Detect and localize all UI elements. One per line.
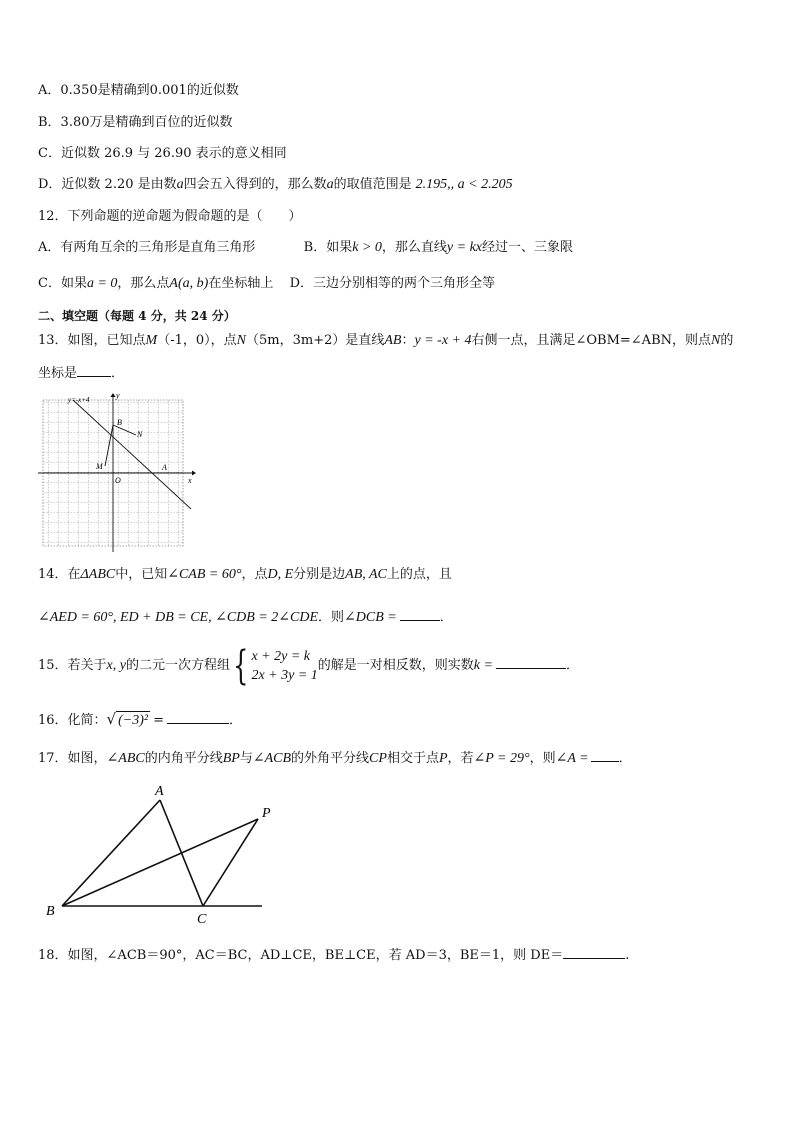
section-heading: 二、填空题（每题 4 分，共 24 分） <box>38 309 236 323</box>
q17-line <box>38 749 632 768</box>
q14-line2 <box>38 608 453 627</box>
point: P <box>438 751 448 766</box>
q12-option-a: A．有两角互余的三角形是直角三角形 <box>38 240 256 255</box>
sqrt-sign: √ <box>106 710 117 728</box>
var: N <box>236 333 246 348</box>
q17-figure <box>40 778 290 928</box>
text: 13．如图，已知点 <box>38 333 146 348</box>
text: 中，已知 <box>115 567 168 582</box>
answer-blank[interactable] <box>77 364 111 377</box>
sqrt-expression: (−3)² <box>118 713 149 728</box>
q13-line1 <box>38 332 733 350</box>
text: ． <box>111 366 125 381</box>
text: 18．如图，∠ACB＝90°，AC＝BC，AD⊥CE，BE⊥CE，若 AD＝3，BE＝1，则 DE＝ <box>38 948 564 963</box>
q13-figure <box>38 392 198 554</box>
q12-stem: 12．下列命题的逆命题为假命题的是（ ） <box>38 209 302 224</box>
text: （5m，3m+2）是直线 <box>246 333 385 348</box>
label-x: x <box>188 476 192 485</box>
text: 经过一、三象限 <box>482 240 574 255</box>
label-b: B <box>46 904 55 919</box>
answer-blank[interactable] <box>591 749 619 762</box>
var: M <box>145 333 158 348</box>
text: （-1，0），点 <box>157 333 237 348</box>
text: ，那么点 <box>117 276 170 291</box>
text: 在坐标轴上 <box>208 276 274 291</box>
text: ． <box>565 658 579 673</box>
var-a: a <box>176 177 184 192</box>
q12-options-row1 <box>38 239 573 257</box>
label-a: A <box>162 463 167 472</box>
text: ，点 <box>241 567 268 582</box>
text: 上的点，且 <box>386 567 452 582</box>
q12-option-b: B．如果 <box>303 240 353 255</box>
angle: ∠CAB = 60° <box>167 567 242 582</box>
var: AB <box>384 333 402 348</box>
q12-options-row2 <box>38 275 495 293</box>
text: 的内角平分线 <box>144 751 223 766</box>
q11-option-c: C．近似数 26.9 与 26.90 表示的意义相同 <box>38 146 287 161</box>
conditions: ∠AED = 60°, ED + DB = CE, ∠CDB = 2∠CDE <box>38 610 319 625</box>
text: 的 <box>720 333 734 348</box>
label-c: C <box>197 912 207 927</box>
text: ． <box>618 751 632 766</box>
text: ，若 <box>447 751 474 766</box>
condition: k > 0 <box>352 240 382 255</box>
text: 15．若关于 <box>38 658 107 673</box>
equation-system <box>251 647 317 685</box>
sides: AB, AC <box>345 567 387 582</box>
segment-bp <box>62 819 258 906</box>
text: 16．化简： <box>38 713 107 728</box>
segment: BP <box>222 751 240 766</box>
text: 分别是边 <box>293 567 346 582</box>
segment-ba <box>62 800 160 906</box>
q18-line <box>38 946 629 965</box>
text: ．则 <box>318 610 345 625</box>
answer-blank[interactable] <box>400 608 440 621</box>
q14-line1 <box>38 566 452 584</box>
label-o: O <box>115 476 121 485</box>
q13-line2 <box>38 364 124 383</box>
text: 与 <box>239 751 253 766</box>
q16-line <box>38 710 242 730</box>
text: . <box>625 948 630 963</box>
ask: k = <box>473 658 493 673</box>
answer-blank[interactable] <box>496 656 566 669</box>
equation: y = -x + 4 <box>414 333 472 348</box>
q11-option-d <box>38 176 513 194</box>
label-y: y <box>116 392 120 400</box>
q11-option-b: B．3.80万是精确到百位的近似数 <box>38 115 233 130</box>
text: = <box>153 713 164 728</box>
text: ： <box>401 333 415 348</box>
q12-option-c: C．如果 <box>38 276 87 291</box>
text: 坐标是 <box>38 366 78 381</box>
text: ，那么直线 <box>381 240 447 255</box>
angle: ∠ACB <box>252 751 292 766</box>
brace: { <box>233 642 249 689</box>
var-a: a <box>326 177 334 192</box>
label-line: y=-x+4 <box>68 396 90 404</box>
equation-1: x + 2y = k <box>251 648 310 664</box>
text: ． <box>439 610 453 625</box>
text: 14．在 <box>38 567 81 582</box>
q12-option-d: D．三边分别相等的两个三角形全等 <box>289 276 496 291</box>
point: A(a, b) <box>169 276 209 291</box>
q11-option-d-text: D．近似数 2.20 是由数 <box>38 177 177 192</box>
q15-line <box>38 644 579 688</box>
answer-blank[interactable] <box>167 711 229 724</box>
angle: ∠ABC <box>106 751 145 766</box>
text: 的外角平分线 <box>291 751 370 766</box>
text: 17．如图， <box>38 751 107 766</box>
segment: CP <box>369 751 387 766</box>
condition: ∠P = 29° <box>473 751 530 766</box>
label-p: P <box>262 806 271 821</box>
label-a: A <box>155 784 164 799</box>
text: 的二元一次方程组 <box>125 658 230 673</box>
text: 右侧一点，且满足∠OBM=∠ABN，则点 <box>471 333 712 348</box>
condition: a = 0 <box>86 276 118 291</box>
text: 的解是一对相反数，则实数 <box>317 658 474 673</box>
points: D, E <box>267 567 294 582</box>
ask: ∠A = <box>555 751 589 766</box>
label-n: N <box>137 430 143 439</box>
text: ，则 <box>529 751 556 766</box>
triangle: ΔABC <box>80 567 116 582</box>
vars: x, y <box>106 658 126 673</box>
equation-2: 2x + 3y = 1 <box>251 667 318 683</box>
var: N <box>711 333 721 348</box>
equation: y = kx <box>446 240 483 255</box>
ask: ∠DCB = <box>344 610 397 625</box>
label-m: M <box>96 462 103 471</box>
label-b: B <box>117 418 122 427</box>
q11-option-d-text2: 四会五入得到的，那么数 <box>183 177 327 192</box>
text: 相交于点 <box>386 751 439 766</box>
q11-option-d-text3: 的取值范围是 <box>333 177 412 192</box>
text: ． <box>228 713 242 728</box>
answer-blank[interactable] <box>563 946 625 959</box>
range-expression: 2.195,, a < 2.205 <box>415 177 513 192</box>
q11-option-a: A．0.350是精确到0.001的近似数 <box>38 83 239 98</box>
